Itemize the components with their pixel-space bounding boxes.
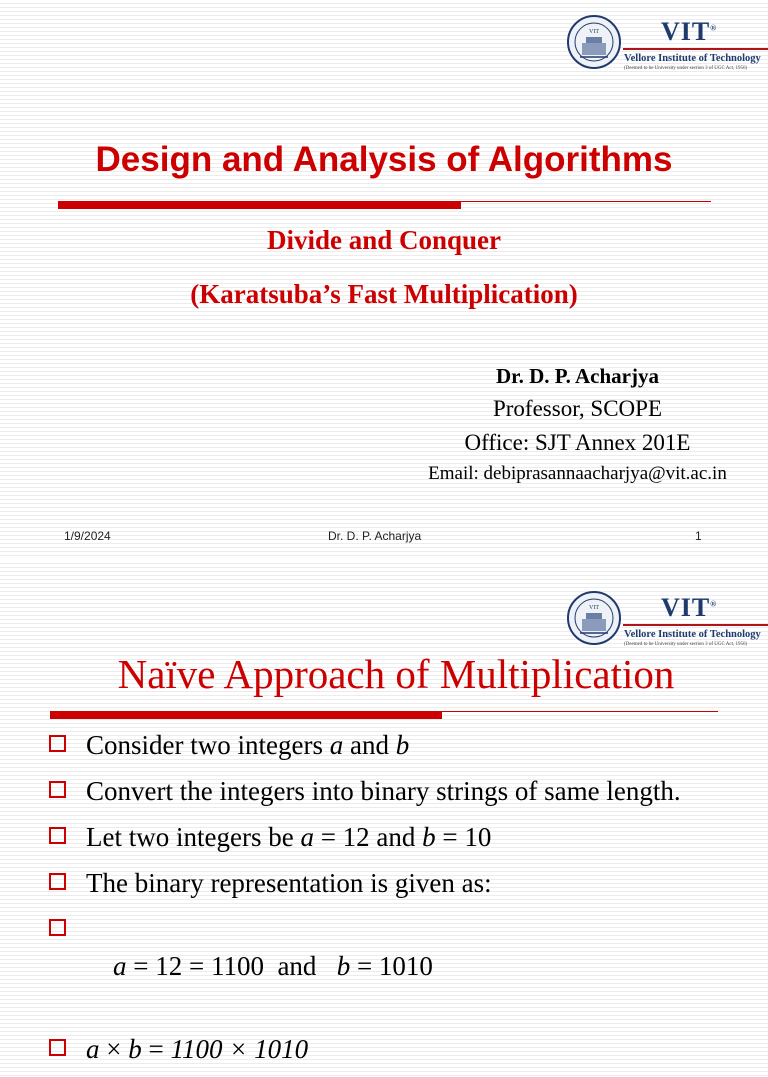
university-seal-icon — [566, 13, 622, 71]
checkbox-bullet-icon — [49, 873, 66, 890]
author-designation: Professor, SCOPE — [492, 396, 663, 421]
slide-subtitle-2: (Karatsuba’s Fast Multiplication) — [190, 279, 578, 309]
bullet-item: a × b = 1100 × 1010 — [47, 1031, 747, 1068]
bullet-item: a = 12 = 1100 and b = 1010 — [47, 911, 747, 1022]
vit-logo: VIT VIT® Vellore Institute of Technology (Deemed to be University under section 3 of UGC Act, 1956) — [566, 589, 768, 649]
slide-title: Design and Analysis of Algorithms — [95, 140, 673, 179]
bullet-item: Convert the integers into binary strings of same length. — [47, 773, 747, 810]
title-underline-line — [442, 711, 718, 712]
checkbox-bullet-icon — [49, 735, 66, 752]
seal-text: VIT — [589, 29, 599, 35]
slide-2-title: Naïve Approach of Multiplication — [117, 651, 675, 697]
footer-author: Dr. D. P. Acharjya — [328, 529, 422, 543]
checkbox-bullet-icon — [49, 1039, 66, 1056]
logo-deemed-text: (Deemed to be University under section 3 of UGC Act, 1956) — [624, 642, 748, 647]
author-office: Office: SJT Annex 201E — [464, 430, 691, 455]
logo-brand: VIT — [661, 17, 711, 46]
seal-text: VIT — [589, 605, 599, 611]
logo-brand: VIT — [661, 593, 711, 622]
footer-page-number: 1 — [695, 529, 702, 543]
university-seal-icon — [566, 589, 622, 647]
checkbox-bullet-icon — [49, 919, 66, 936]
logo-institute-name: Vellore Institute of Technology — [624, 629, 761, 640]
author-email: Email: debiprasannaacharjya@vit.ac.in — [428, 463, 727, 484]
title-underline-bar — [50, 711, 442, 719]
logo-rule — [623, 48, 768, 50]
title-underline-line — [461, 201, 711, 202]
logo-deemed-text: (Deemed to be University under section 3 of UGC Act, 1956) — [624, 66, 748, 71]
title-underline-bar — [58, 201, 461, 209]
logo-rule — [623, 624, 768, 626]
vit-logo: VIT VIT® Vellore Institute of Technology (Deemed to be University under section 3 of UGC Act, 1956) — [566, 13, 768, 73]
bullet-list — [47, 727, 747, 1077]
footer-date: 1/9/2024 — [64, 529, 111, 543]
checkbox-bullet-icon — [49, 781, 66, 798]
author-name: Dr. D. P. Acharjya — [496, 364, 659, 388]
slide-subtitle: Divide and Conquer — [266, 225, 502, 255]
bullet-item: Consider two integers a and b — [47, 727, 747, 764]
logo-institute-name: Vellore Institute of Technology — [624, 53, 761, 64]
checkbox-bullet-icon — [49, 827, 66, 844]
bullet-item: The binary representation is given as: — [47, 865, 747, 902]
bullet-item: Let two integers be a = 12 and b = 10 — [47, 819, 747, 856]
